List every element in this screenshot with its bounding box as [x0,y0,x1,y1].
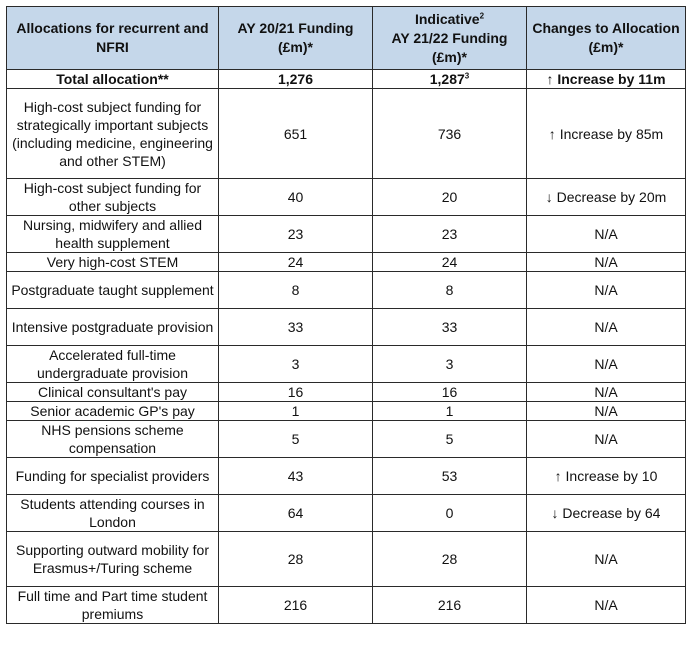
row-ay2122: 0 [373,495,527,532]
row-ay2122: 23 [373,216,527,253]
row-ay2122: 24 [373,253,527,272]
table-row [7,309,686,346]
row-change [527,346,686,383]
row-change [527,89,686,179]
total-ay2122 [373,70,527,89]
row-ay2021: 651 [219,89,373,179]
row-change [527,402,686,421]
arrow-up-icon: ↑ [554,468,562,484]
row-change-text: N/A [594,384,618,400]
row-label: Funding for specialist providers [7,458,219,495]
row-label: Clinical consultant's pay [7,383,219,402]
table-row [7,253,686,272]
table-row [7,346,686,383]
row-label: Nursing, midwifery and allied health supplement [7,216,219,253]
arrow-down-icon: ↓ [545,189,553,205]
row-change [527,179,686,216]
row-change-text: N/A [594,403,618,419]
row-change-text: Decrease by 20m [556,189,667,205]
row-change-text: N/A [594,319,618,335]
header-footnote-2: 2 [479,10,485,20]
table-row [7,587,686,624]
row-ay2021: 24 [219,253,373,272]
row-change [527,253,686,272]
row-change-text: Decrease by 64 [562,505,661,521]
header-ay2021: AY 20/21 Funding (£m)* [219,7,373,70]
row-change-text: Increase by 85m [559,125,664,142]
table-row [7,383,686,402]
row-change [527,532,686,587]
header-changes: Changes to Allocation (£m)* [527,7,686,70]
row-ay2021: 33 [219,309,373,346]
row-ay2122: 8 [373,272,527,309]
row-change [527,383,686,402]
row-change-text: N/A [594,597,618,613]
header-ay2122-funding: AY 21/22 Funding (£m)* [391,29,508,65]
row-change [527,421,686,458]
row-label: Students attending courses in London [7,495,219,532]
row-label: High-cost subject funding for strategically important subjects (including medicine, engineering and other STEM) [7,89,219,179]
total-ay2122-value: 1,287 [429,71,465,87]
row-ay2122: 5 [373,421,527,458]
row-ay2122: 28 [373,532,527,587]
row-ay2122: 216 [373,587,527,624]
row-change [527,272,686,309]
row-ay2122: 736 [373,89,527,179]
table-row [7,495,686,532]
arrow-up-icon: ↑ [546,71,554,87]
row-ay2122: 20 [373,179,527,216]
header-allocations: Allocations for recurrent and NFRI [7,7,219,70]
total-label: Total allocation** [7,70,219,89]
arrow-down-icon: ↓ [551,505,559,521]
row-change-text: Increase by 10 [565,468,658,484]
row-label: Very high-cost STEM [7,253,219,272]
header-indicative: Indicative [414,10,480,27]
row-ay2122: 3 [373,346,527,383]
row-change [527,458,686,495]
total-footnote-3: 3 [464,71,470,81]
row-change-text: N/A [594,254,618,270]
row-change [527,587,686,624]
row-ay2021: 43 [219,458,373,495]
row-ay2021: 5 [219,421,373,458]
row-label: Supporting outward mobility for Erasmus+/Turing scheme [7,532,219,587]
row-ay2021: 1 [219,402,373,421]
row-ay2021: 40 [219,179,373,216]
total-row [7,70,686,89]
row-label: High-cost subject funding for other subjects [7,179,219,216]
total-ay2021: 1,276 [219,70,373,89]
table-row [7,272,686,309]
allocations-table [6,6,686,624]
table-row [7,532,686,587]
row-ay2021: 3 [219,346,373,383]
table-row [7,216,686,253]
row-change-text: N/A [594,431,618,447]
row-change [527,216,686,253]
row-label: Senior academic GP's pay [7,402,219,421]
table-row [7,179,686,216]
row-ay2021: 8 [219,272,373,309]
table-row [7,458,686,495]
total-change-text: Increase by 11m [557,71,666,87]
row-ay2021: 23 [219,216,373,253]
row-change-text: N/A [594,551,618,567]
arrow-up-icon: ↑ [548,125,556,142]
table-row [7,89,686,179]
row-label: NHS pensions scheme compensation [7,421,219,458]
row-change-text: N/A [594,356,618,372]
row-change [527,495,686,532]
total-change [527,70,686,89]
table-row [7,402,686,421]
row-ay2122: 16 [373,383,527,402]
table-row [7,421,686,458]
row-label: Intensive postgraduate provision [7,309,219,346]
row-label: Postgraduate taught supplement [7,272,219,309]
row-label: Full time and Part time student premiums [7,587,219,624]
row-ay2021: 216 [219,587,373,624]
row-ay2122: 1 [373,402,527,421]
row-ay2122: 53 [373,458,527,495]
row-ay2021: 64 [219,495,373,532]
header-ay2122 [373,7,527,70]
row-label: Accelerated full-time undergraduate provision [7,346,219,383]
row-change [527,309,686,346]
row-ay2122: 33 [373,309,527,346]
row-change-text: N/A [594,282,618,298]
header-row [7,7,686,70]
row-ay2021: 16 [219,383,373,402]
row-ay2021: 28 [219,532,373,587]
row-change-text: N/A [594,226,618,242]
